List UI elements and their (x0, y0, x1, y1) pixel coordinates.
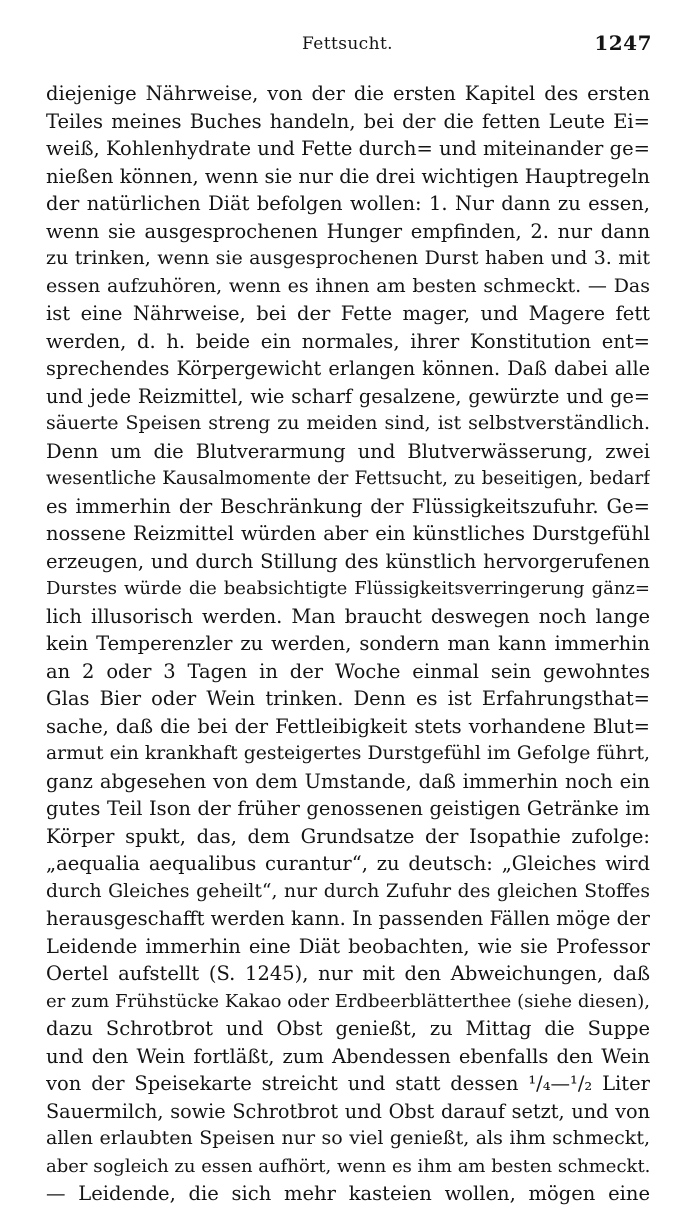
text-line: aber sogleich zu essen aufhört, wenn es ihm am besten schmeckt. (46, 1155, 650, 1177)
page-number: 1247 (594, 31, 652, 55)
text-line: Teiles meines Buches handeln, bei der die fetten Leute Ei= (46, 109, 650, 133)
text-line: werden, d. h. beide ein normales, ihrer Konstitution ent= (46, 329, 650, 353)
text-line: sprechendes Körpergewicht erlangen können. Daß dabei alle (46, 357, 650, 380)
text-line: nossene Reizmittel würden aber ein künstliches Durstgefühl (46, 522, 650, 545)
text-line: essen aufzuhören, wenn es ihnen am besten schmeckt. — Das (46, 274, 650, 297)
text-line: Sauermilch, sowie Schrotbrot und Obst darauf setzt, und von (46, 1099, 650, 1123)
text-line: säuerte Speisen streng zu meiden sind, ist selbstverständlich. (46, 412, 650, 434)
text-line: erzeugen, und durch Stillung des künstlich hervorgerufenen (46, 549, 650, 573)
text-line: er zum Frühstücke Kakao oder Erdbeerblätterthee (siehe diesen), (46, 990, 650, 1012)
text-line: Leidende immerhin eine Diät beobachten, wie sie Professor (46, 934, 650, 958)
body-text (46, 80, 650, 1208)
text-line: weiß, Kohlenhydrate und Fette durch= und miteinander ge= (46, 137, 650, 160)
running-title: Fettsucht. (302, 34, 393, 54)
text-line: — Leidende, die sich mehr kasteien wollen, mögen eine (46, 1182, 650, 1205)
text-line: ganz abgesehen von dem Umstande, daß immerhin noch ein (46, 769, 650, 793)
text-line: „aequalia aequalibus curantur“, zu deutsch: „Gleiches wird (46, 852, 650, 875)
text-line: ist eine Nährweise, bei der Fette mager, und Magere fett (46, 302, 650, 325)
text-line: armut ein krankhaft gesteigertes Durstgefühl im Gefolge führt, (46, 743, 650, 764)
text-line: wenn sie ausgesprochenen Hunger empfinden, 2. nur dann (46, 219, 650, 243)
text-line: es immerhin der Beschränkung der Flüssigkeitszufuhr. Ge= (46, 494, 650, 518)
text-line: Denn um die Blutverarmung und Blutverwässerung, zwei (46, 439, 650, 463)
text-line: Körper spukt, das, dem Grundsatze der Isopathie zufolge: (46, 824, 650, 848)
text-line: nießen können, wenn sie nur die drei wichtigen Hauptregeln (46, 164, 650, 188)
text-line: dazu Schrotbrot und Obst genießt, zu Mittag die Suppe (46, 1017, 650, 1040)
text-line: wesentliche Kausalmomente der Fettsucht, zu beseitigen, bedarf (46, 468, 650, 489)
text-line: Oertel aufstellt (S. 1245), nur mit den Abweichungen, daß (46, 962, 650, 985)
text-line: der natürlichen Diät befolgen wollen: 1. Nur dann zu essen, (46, 192, 650, 215)
text-line: von der Speisekarte streicht und statt dessen ¹/₄—¹/₂ Liter (46, 1072, 650, 1095)
text-line: sache, daß die bei der Fettleibigkeit stets vorhandene Blut= (46, 714, 650, 738)
text-line: und jede Reizmittel, wie scharf gesalzene, gewürzte und ge= (46, 384, 650, 408)
text-line: diejenige Nährweise, von der die ersten Kapitel des ersten (46, 82, 650, 105)
text-line: und den Wein fortläßt, zum Abendessen ebenfalls den Wein (46, 1044, 650, 1068)
text-line: herausgeschafft werden kann. In passenden Fällen möge der (46, 907, 650, 930)
text-line: gutes Teil Ison der früher genossenen geistigen Getränke im (46, 797, 650, 820)
text-line: durch Gleiches geheilt“, nur durch Zufuhr des gleichen Stoffes (46, 880, 650, 902)
running-head (0, 31, 695, 60)
text-line: zu trinken, wenn sie ausgesprochenen Durst haben und 3. mit (46, 247, 650, 269)
text-line: allen erlaubten Speisen nur so viel genießt, als ihm schmeckt, (46, 1127, 650, 1149)
text-line: kein Temperenzler zu werden, sondern man kann immerhin (46, 632, 650, 655)
text-line: Glas Bier oder Wein trinken. Denn es ist Erfahrungsthat= (46, 687, 650, 710)
text-line: lich illusorisch werden. Man braucht deswegen noch lange (46, 604, 650, 628)
text-line: Durstes würde die beabsichtigte Flüssigkeitsverringerung gänz= (46, 578, 650, 599)
text-line: an 2 oder 3 Tagen in der Woche einmal sein gewohntes (46, 659, 650, 683)
